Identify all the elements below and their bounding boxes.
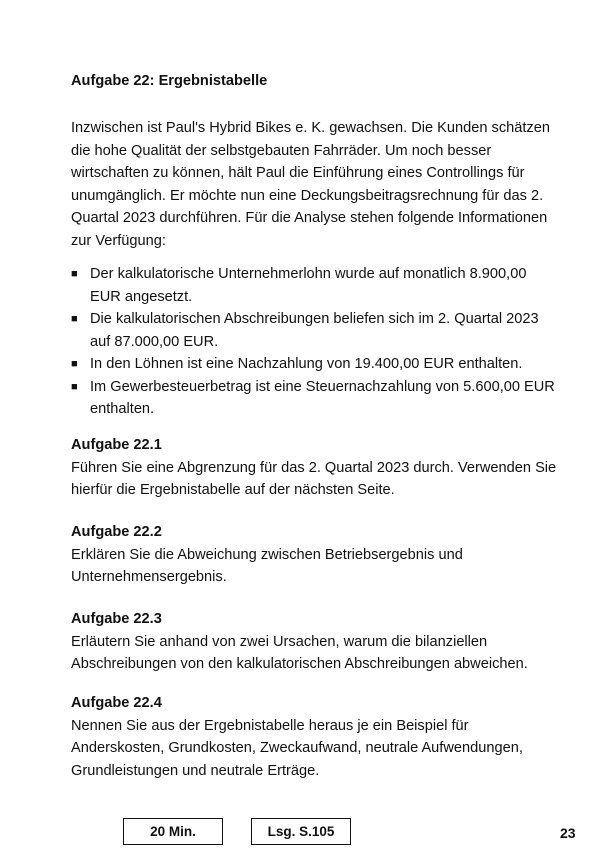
bullet-text: Im Gewerbesteuerbetrag ist eine Steuernachzahlung von 5.600,00 EUR enthalten. <box>90 378 555 417</box>
intro-paragraph: Inzwischen ist Paul's Hybrid Bikes e. K. gewachsen. Die Kunden schätzen die hohe Qualität der selbstgebauten Fahrräder. Um noch besser wirtschaften zu können, hält Paul die Einführung eines Controllings für unumgänglich. Er möchte nun eine Deckungsbeitragsrechnung für das 2. Quartal 2023 durchführen. Für die Analyse stehen folgende Informationen zur Verfügung: <box>71 120 550 249</box>
square-bullet-icon: ■ <box>71 380 78 393</box>
solution-reference-box: Lsg. S.105 <box>251 818 351 845</box>
bullet-text: Der kalkulatorische Unternehmerlohn wurde auf monatlich 8.900,00 EUR angesetzt. <box>90 266 527 305</box>
square-bullet-icon: ■ <box>71 268 78 280</box>
info-bullet-list <box>71 263 561 421</box>
square-bullet-icon: ■ <box>71 313 78 325</box>
list-item <box>71 376 561 421</box>
square-bullet-icon: ■ <box>71 358 78 370</box>
list-item <box>71 308 561 353</box>
bullet-text: In den Löhnen ist eine Nachzahlung von 19.400,00 EUR enthalten. <box>90 356 523 372</box>
task-22-3 <box>71 608 561 676</box>
task-22-4 <box>71 692 561 782</box>
task-text: Führen Sie eine Abgrenzung für das 2. Quartal 2023 durch. Verwenden Sie hierfür die Ergebnistabelle auf der nächsten Seite. <box>71 459 557 498</box>
task-heading: Aufgabe 22.2 <box>71 524 162 540</box>
task-heading: Aufgabe 22.1 <box>71 437 162 453</box>
task-text: Nennen Sie aus der Ergebnistabelle heraus je ein Beispiel für Anderskosten, Grundkosten, Zweckaufwand, neutrale Aufwendungen, Grundleistungen und neutrale Erträge. <box>71 717 523 779</box>
task-heading: Aufgabe 22.4 <box>71 695 162 711</box>
list-item <box>71 263 561 308</box>
task-22-2 <box>71 521 561 589</box>
task-text: Erläutern Sie anhand von zwei Ursachen, warum die bilanziellen Abschreibungen von den kalkulatorischen Abschreibungen abweichen. <box>71 633 528 672</box>
task-22-1 <box>71 434 561 502</box>
task-heading: Aufgabe 22.3 <box>71 611 162 627</box>
time-estimate-box: 20 Min. <box>123 818 223 845</box>
list-item <box>71 353 561 376</box>
bullet-text: Die kalkulatorischen Abschreibungen beliefen sich im 2. Quartal 2023 auf 87.000,00 EUR. <box>90 311 539 350</box>
task-text: Erklären Sie die Abweichung zwischen Betriebsergebnis und Unternehmensergebnis. <box>71 546 463 585</box>
page-title: Aufgabe 22: Ergebnistabelle <box>71 73 268 89</box>
page-number: 23 <box>560 825 576 841</box>
